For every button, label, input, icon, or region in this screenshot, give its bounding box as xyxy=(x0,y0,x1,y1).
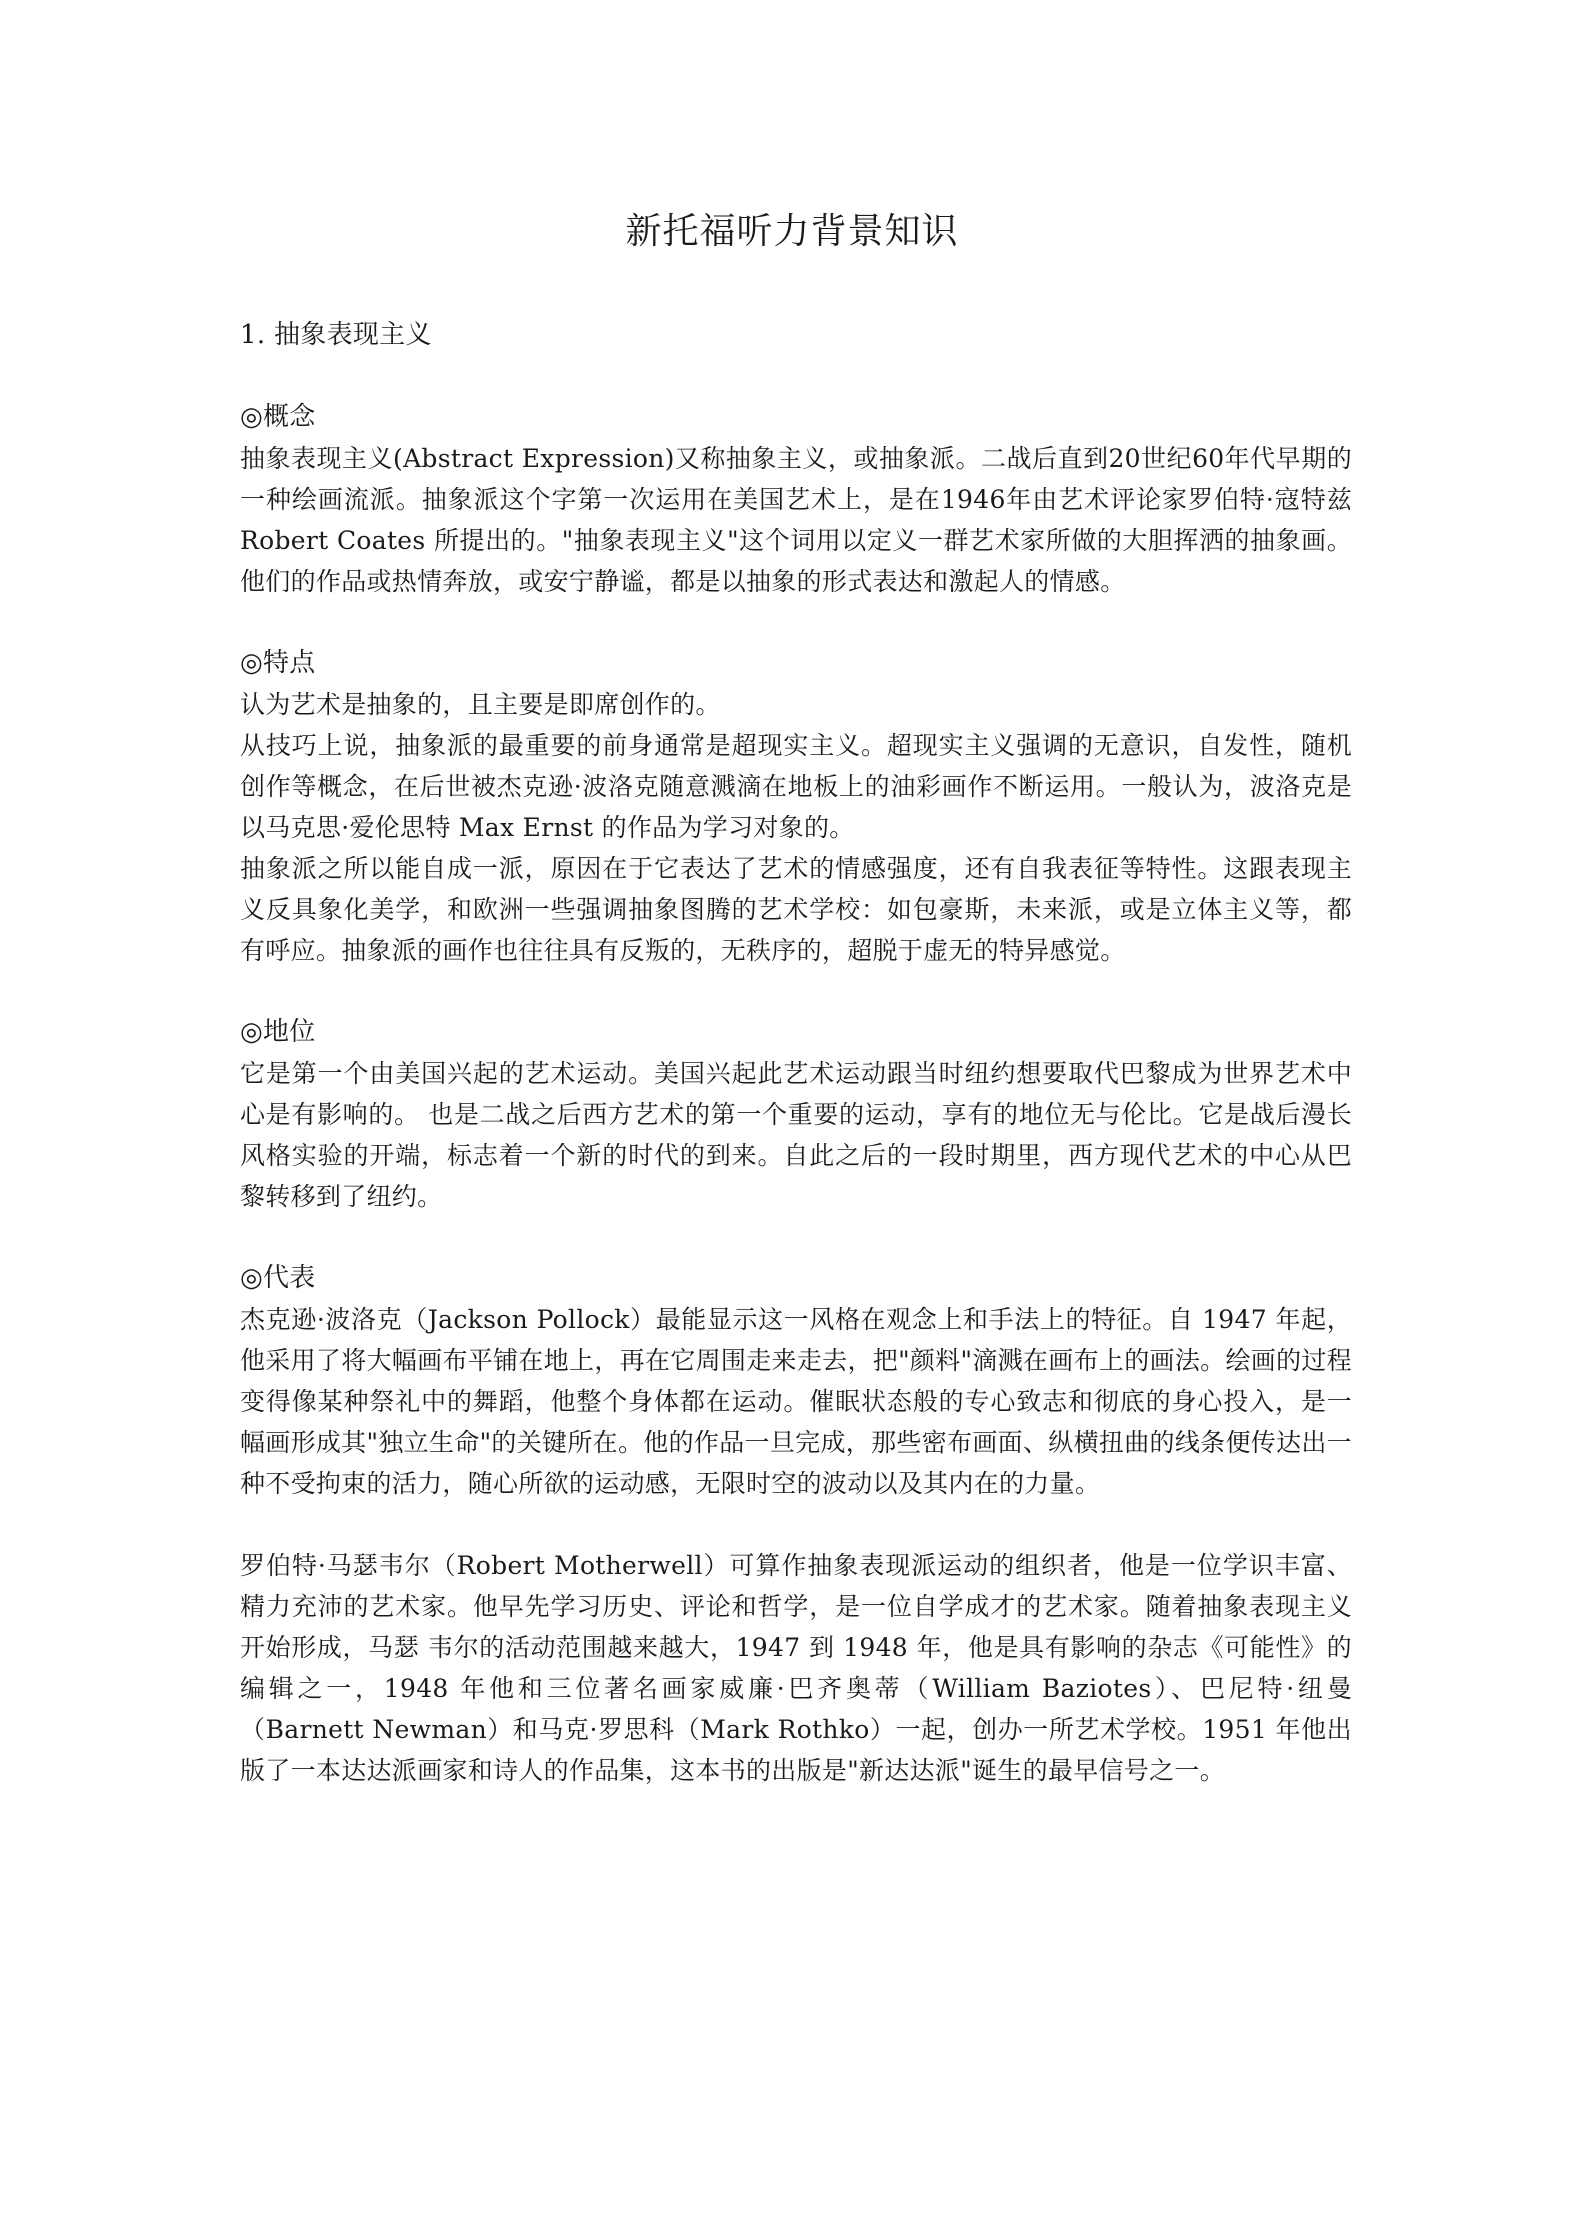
section-features xyxy=(240,643,1352,971)
section-concept xyxy=(240,397,1352,602)
document-title: 新托福听力背景知识 xyxy=(625,211,959,252)
section-heading-status: ◎地位 xyxy=(240,1017,316,1047)
item-heading: 1. 抽象表现主义 xyxy=(240,320,432,350)
document-body xyxy=(240,315,1352,1832)
section-representatives xyxy=(240,1258,1352,1504)
concept-paragraph: 抽象表现主义(Abstract Expression)又称抽象主义，或抽象派。二战后直到20世纪60年代早期的一种绘画流派。抽象派这个字第一次运用在美国艺术上，是在1946年由艺术评论家罗伯特·寇特兹 Robert Coates 所提出的。"抽象表现主义"这个词用以定义一群艺术家所做的大胆挥洒的抽象画。他们的作品或热情奔放，或安宁静谧，都是以抽象的形式表达和激起人的情感。 xyxy=(240,444,1352,596)
section-heading-representatives: ◎代表 xyxy=(240,1263,316,1293)
representatives-paragraph-pollock: 杰克逊·波洛克（Jackson Pollock）最能显示这一风格在观念上和手法上的特征。自 1947 年起，他采用了将大幅画布平铺在地上，再在它周围走来走去，把"颜料"滴溅在画布上的画法。绘画的过程变得像某种祭礼中的舞蹈，他整个身体都在运动。催眠状态般的专心致志和彻底的身心投入，是一幅画形成其"独立生命"的关键所在。他的作品一旦完成，那些密布画面、纵横扭曲的线条便传达出一种不受拘束的活力，随心所欲的运动感，无限时空的波动以及其内在的力量。 xyxy=(240,1305,1352,1498)
features-paragraph-1: 认为艺术是抽象的，且主要是即席创作的。 xyxy=(240,690,721,719)
features-paragraph-2: 从技巧上说，抽象派的最重要的前身通常是超现实主义。超现实主义强调的无意识，自发性，随机创作等概念，在后世被杰克逊·波洛克随意溅滴在地板上的油彩画作不断运用。一般认为，波洛克是以马克思·爱伦思特 Max Ernst 的作品为学习对象的。 xyxy=(240,731,1352,842)
section-status xyxy=(240,1012,1352,1217)
section-motherwell xyxy=(240,1545,1352,1791)
representatives-paragraph-motherwell: 罗伯特·马瑟韦尔（Robert Motherwell）可算作抽象表现派运动的组织者，他是一位学识丰富、精力充沛的艺术家。他早先学习历史、评论和哲学，是一位自学成才的艺术家。随着抽象表现主义开始形成，马瑟 韦尔的活动范围越来越大，1947 到 1948 年，他是具有影响的杂志《可能性》的编辑之一，1948 年他和三位著名画家威廉·巴齐奥蒂（William Baziotes）、巴尼特·纽曼（Barnett Newman）和马克·罗思科（Mark Rothko）一起，创办一所艺术学校。1951 年他出版了一本达达派画家和诗人的作品集，这本书的出版是"新达达派"诞生的最早信号之一。 xyxy=(240,1551,1352,1785)
section-heading-concept: ◎概念 xyxy=(240,402,316,432)
features-paragraph-3: 抽象派之所以能自成一派，原因在于它表达了艺术的情感强度，还有自我表征等特性。这跟表现主义反具象化美学，和欧洲一些强调抽象图腾的艺术学校：如包豪斯，未来派，或是立体主义等，都有呼应。抽象派的画作也往往具有反叛的，无秩序的，超脱于虚无的特异感觉。 xyxy=(240,854,1352,965)
status-paragraph: 它是第一个由美国兴起的艺术运动。美国兴起此艺术运动跟当时纽约想要取代巴黎成为世界艺术中心是有影响的。 也是二战之后西方艺术的第一个重要的运动，享有的地位无与伦比。它是战后漫长风格实验的开端，标志着一个新的时代的到来。自此之后的一段时期里，西方现代艺术的中心从巴黎转移到了纽约。 xyxy=(240,1059,1352,1211)
section-heading-features: ◎特点 xyxy=(240,648,316,678)
